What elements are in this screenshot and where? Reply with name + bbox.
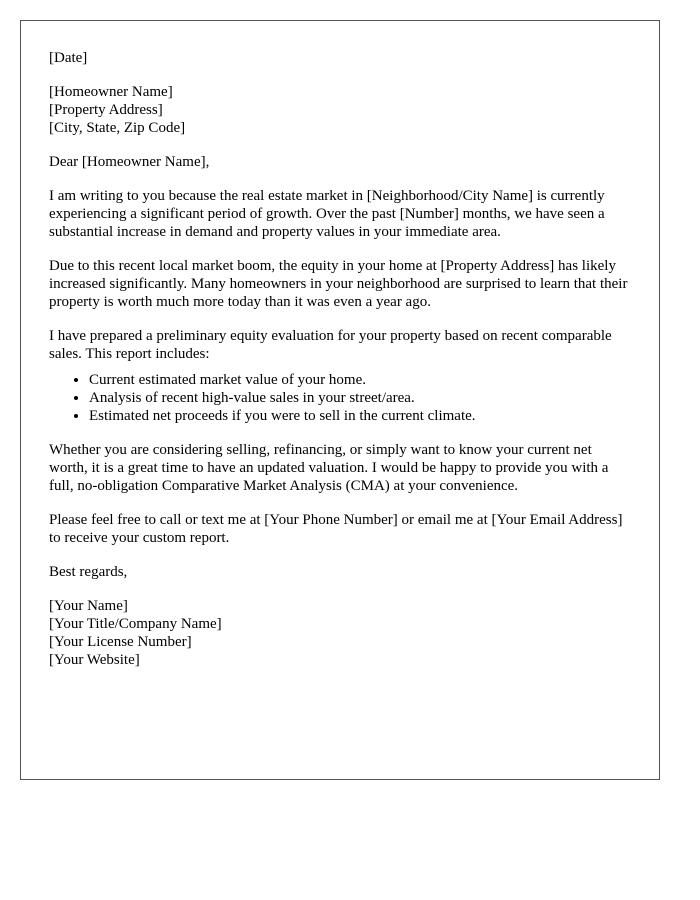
signature-title: [Your Title/Company Name] xyxy=(49,616,222,632)
closing: Best regards, xyxy=(49,564,128,580)
list-item: • Estimated net proceeds if you were to sell in the current climate. xyxy=(89,407,631,425)
recipient-address: [Property Address] xyxy=(49,102,163,118)
signature-name: [Your Name] xyxy=(49,598,128,614)
list-item: • Analysis of recent high-value sales in your street/area. xyxy=(89,389,631,407)
recipient-city: [City, State, Zip Code] xyxy=(49,120,186,136)
paragraph-contact: Please feel free to call or text me at [Your Phone Number] or email me at [Your Email Address] to receive your custom report. xyxy=(49,512,623,546)
report-contents-list xyxy=(49,371,631,425)
letter-date: [Date] xyxy=(49,50,88,66)
paragraph-market-growth: I am writing to you because the real estate market in [Neighborhood/City Name] is currently experiencing a significant period of growth. Over the past [Number] months, we have seen a substantial increase in demand and property values in your immediate area. xyxy=(49,188,605,240)
paragraph-report-intro: I have prepared a preliminary equity evaluation for your property based on recent comparable sales. This report includes: xyxy=(49,328,612,362)
letter-page xyxy=(20,20,660,780)
recipient-name: [Homeowner Name] xyxy=(49,84,173,100)
paragraph-equity: Due to this recent local market boom, the equity in your home at [Property Address] has likely increased significantly. Many homeowners in your neighborhood are surprised to learn that their property is worth much more today than it was even a year ago. xyxy=(49,258,628,310)
recipient-address-block xyxy=(49,83,631,137)
signature-license: [Your License Number] xyxy=(49,634,192,650)
list-item: • Current estimated market value of your home. xyxy=(89,371,631,389)
signature-block xyxy=(49,597,631,669)
salutation: Dear [Homeowner Name], xyxy=(49,154,210,170)
paragraph-valuation: Whether you are considering selling, refinancing, or simply want to know your current net worth, it is a great time to have an updated valuation. I would be happy to provide you with a full, no-obligation Comparative Market Analysis (CMA) at your convenience. xyxy=(49,442,609,494)
signature-website: [Your Website] xyxy=(49,652,140,668)
